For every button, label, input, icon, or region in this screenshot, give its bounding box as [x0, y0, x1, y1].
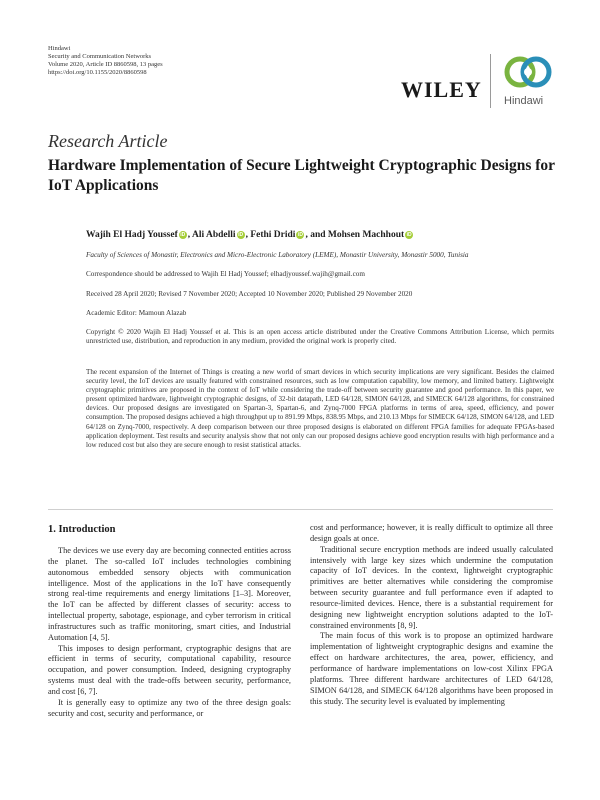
author-separator: ,: [187, 230, 192, 240]
correspondence: Correspondence should be addressed to Wajih El Hadj Youssef; elhadjyoussef.wajih@gmail.com: [86, 270, 365, 278]
copyright-notice: Copyright © 2020 Wajih El Hadj Youssef et al. This is an open access article distributed under the Creative Commons Attribution License, which permits unrestricted use, distribution, and reproduction in any medium, provided the original work is properly cited.: [86, 328, 554, 345]
right-column: [310, 523, 553, 707]
author-separator: , and: [305, 230, 328, 240]
orcid-icon[interactable]: iD: [180, 232, 186, 238]
hindawi-logo-text: Hindawi: [504, 95, 544, 107]
paragraph: cost and performance; however, it is really difficult to optimize all three design goals at once.: [310, 523, 553, 543]
section-divider: [48, 509, 553, 510]
section-heading: 1. Introduction: [48, 524, 116, 535]
publisher-name: Hindawi: [48, 45, 71, 52]
orcid-icon[interactable]: iD: [406, 232, 412, 238]
author-name[interactable]: Mohsen Machhout: [327, 230, 405, 240]
wiley-logo: WILEY: [401, 77, 482, 102]
paragraph: It is generally easy to optimize any two of the three design goals: security and cost, security and performance, or: [48, 697, 291, 718]
author-separator: ,: [245, 230, 251, 240]
paragraph: This imposes to design performant, cryptographic designs that are efficient in terms of security, computational capability, resource occupation, and power consumption. Indeed, designing cryptography systems must deal with the trade-offs between security, performance, and cost [6, 7].: [48, 643, 291, 696]
author-name[interactable]: Ali Abdelli: [192, 230, 236, 240]
journal-name: Security and Communication Networks: [48, 53, 152, 60]
left-column: [48, 546, 291, 720]
hindawi-logo-icon: [500, 50, 558, 94]
orcid-icon[interactable]: iD: [297, 232, 303, 238]
logo-divider: [490, 54, 491, 108]
orcid-icon[interactable]: iD: [238, 232, 244, 238]
journal-info: [48, 45, 163, 77]
article-type: Research Article: [48, 131, 168, 151]
author-name[interactable]: Fethi Dridi: [250, 230, 296, 240]
academic-editor: Academic Editor: Mamoun Alazab: [86, 309, 187, 317]
article-dates: Received 28 April 2020; Revised 7 November 2020; Accepted 10 November 2020; Published 29 November 2020: [86, 290, 413, 298]
doi-link[interactable]: https://doi.org/10.1155/2020/8860598: [48, 69, 147, 76]
paragraph: The main focus of this work is to propose an optimized hardware implementation of lightweight cryptographic designs and examine the effect on hardware architectures, the area, power, efficiency, and performance of hardware implementations on low-cost Xilinx FPGA platforms. Three different hardware architectures of LED 64/128, SIMON 64/128, and SIMECK 64/128 algorithms have been proposed in this study. The security level is evaluated by implementing: [310, 631, 553, 706]
affiliation: Faculty of Sciences of Monastir, Electronics and Micro-Electronic Laboratory (LEME), Monastir University, Monastir 5000, Tunisia: [86, 251, 469, 259]
author-name[interactable]: Wajih El Hadj Youssef: [86, 230, 178, 240]
paper-title: Hardware Implementation of Secure Lightweight Cryptographic Designs for IoT Applications: [48, 157, 555, 194]
paragraph: Traditional secure encryption methods are indeed usually calculated intensively with large key sizes which undermine the computation capacity of IoT devices. In the context, lightweight cryptographic primitives are better alternatives while considering the compromise between security guarantee and full performance even if adapted to resource-limited devices. Hence, there is a substantial requirement for designing new lightweight encryption solutions adapted to the IoT-constrained environments [8, 9].: [310, 544, 553, 630]
author-list: [86, 230, 414, 240]
paragraph: The devices we use every day are becoming connected entities across the planet. The so-called IoT includes technologies combining autonomous embedded sensory objects with communication intelligence. Most of the applications in the IoT have consequently strong real-time requirements and energy limitations [1–3]. Moreover, the IoT can be affected by different classes of security: access to intellectual property, sabotage, espionage, and cyber terrorism in critical infrastructures such as traffic monitoring, smart cities, and Industrial Automation [4, 5].: [48, 546, 291, 642]
abstract: The recent expansion of the Internet of Things is creating a new world of smart devices in which security implications are very significant. Besides the claimed security level, the IoT devices are usually featured with constrained resources, such as low computation capability, low memory, and limited battery. Lightweight cryptographic primitives are proposed in the context of IoT while considering the trade-off between security guarantee and good performance. In this paper, we present optimized hardware, lightweight cryptographic designs, of 32-bit datapath, LED 64/128, SIMON 64/128, and SIMECK 64/128 algorithms, for constrained devices. Our proposed designs are investigated on Spartan-3, Spartan-6, and Zynq-7000 FPGA platforms in terms of area, speed, efficiency, and power consumption. The proposed designs achieved a high throughput up to 891.99 Mbps, 838.95 Mbps, and 210.13 Mbps for SIMECK 64/128, SIMON 64/128, and LED 64/128 on Zynq-7000, respectively. A deep comparison between our three proposed designs is elaborated on different FPGA families for adequate FPGAs-based application deployment. Test results and security analysis show that not only can our proposed designs achieve good encryption results with high performance and a low reduced cost but also they are secure enough to resist statistical attacks.: [86, 368, 554, 449]
volume-info: Volume 2020, Article ID 8860598, 13 pages: [48, 61, 163, 68]
